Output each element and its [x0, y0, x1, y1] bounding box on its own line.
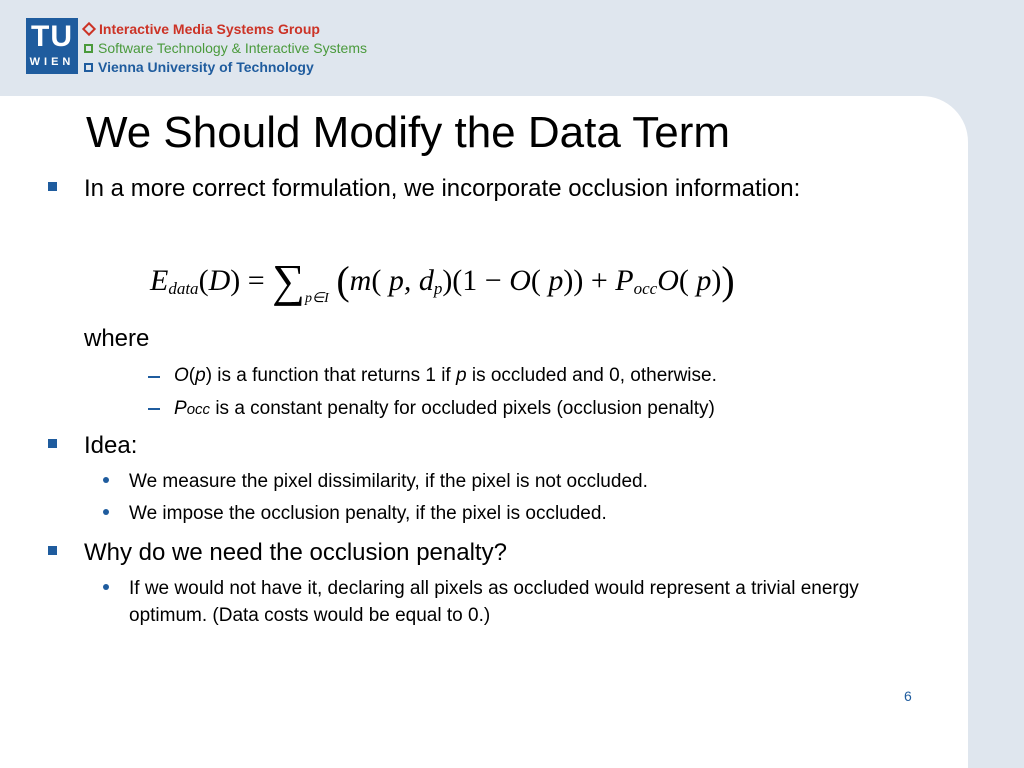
- logo-wien: WIEN: [29, 56, 75, 68]
- sub-bullet-o: O(p) is a function that returns 1 if p is occluded and 0, otherwise.: [174, 365, 717, 386]
- idea-item-2: We impose the occlusion penalty, if the pixel is occluded.: [129, 503, 607, 524]
- bullet-dot-icon: [103, 584, 109, 590]
- logo-tu: TU: [31, 20, 73, 53]
- bullet-square-icon: [48, 439, 57, 448]
- where-label: where: [84, 325, 150, 352]
- bullet-square-icon: [48, 546, 57, 555]
- square-icon: [84, 63, 93, 72]
- bullet-dot-icon: [103, 477, 109, 483]
- page-number: 6: [904, 688, 912, 704]
- dash-icon: [148, 376, 160, 378]
- slide-title: We Should Modify the Data Term: [86, 108, 731, 157]
- square-icon: [84, 44, 93, 53]
- group-line-sts: Software Technology & Interactive Systems: [84, 39, 367, 57]
- bullet-square-icon: [48, 182, 57, 191]
- bullet-2: Idea:: [84, 432, 138, 459]
- sub-bullet-pocc: Pocc is a constant penalty for occluded pixels (occlusion penalty): [174, 398, 715, 419]
- group-line-tu: Vienna University of Technology: [84, 58, 367, 76]
- tu-wien-logo: [26, 18, 78, 74]
- header: [0, 0, 1024, 96]
- energy-formula: $E_{data}(D) = \sum_{p\in I}$ (m( p, $d_p)(1 - O$( $p)) + P_{occ}O$( p)): [150, 255, 735, 306]
- idea-item-1: We measure the pixel dissimilarity, if the pixel is not occluded.: [129, 471, 648, 492]
- bullet-dot-icon: [103, 509, 109, 515]
- dash-icon: [148, 408, 160, 410]
- diamond-icon: [82, 22, 96, 36]
- bullet-1: In a more correct formulation, we incorporate occlusion information:: [84, 175, 801, 202]
- group-line-ims: Interactive Media Systems Group: [84, 20, 367, 38]
- why-item-1: If we would not have it, declaring all pixels as occluded would represent a trivial energy optimum. (Data costs would be equal to 0.): [129, 578, 859, 626]
- bullet-3: Why do we need the occlusion penalty?: [84, 539, 507, 566]
- group-names: [84, 20, 367, 77]
